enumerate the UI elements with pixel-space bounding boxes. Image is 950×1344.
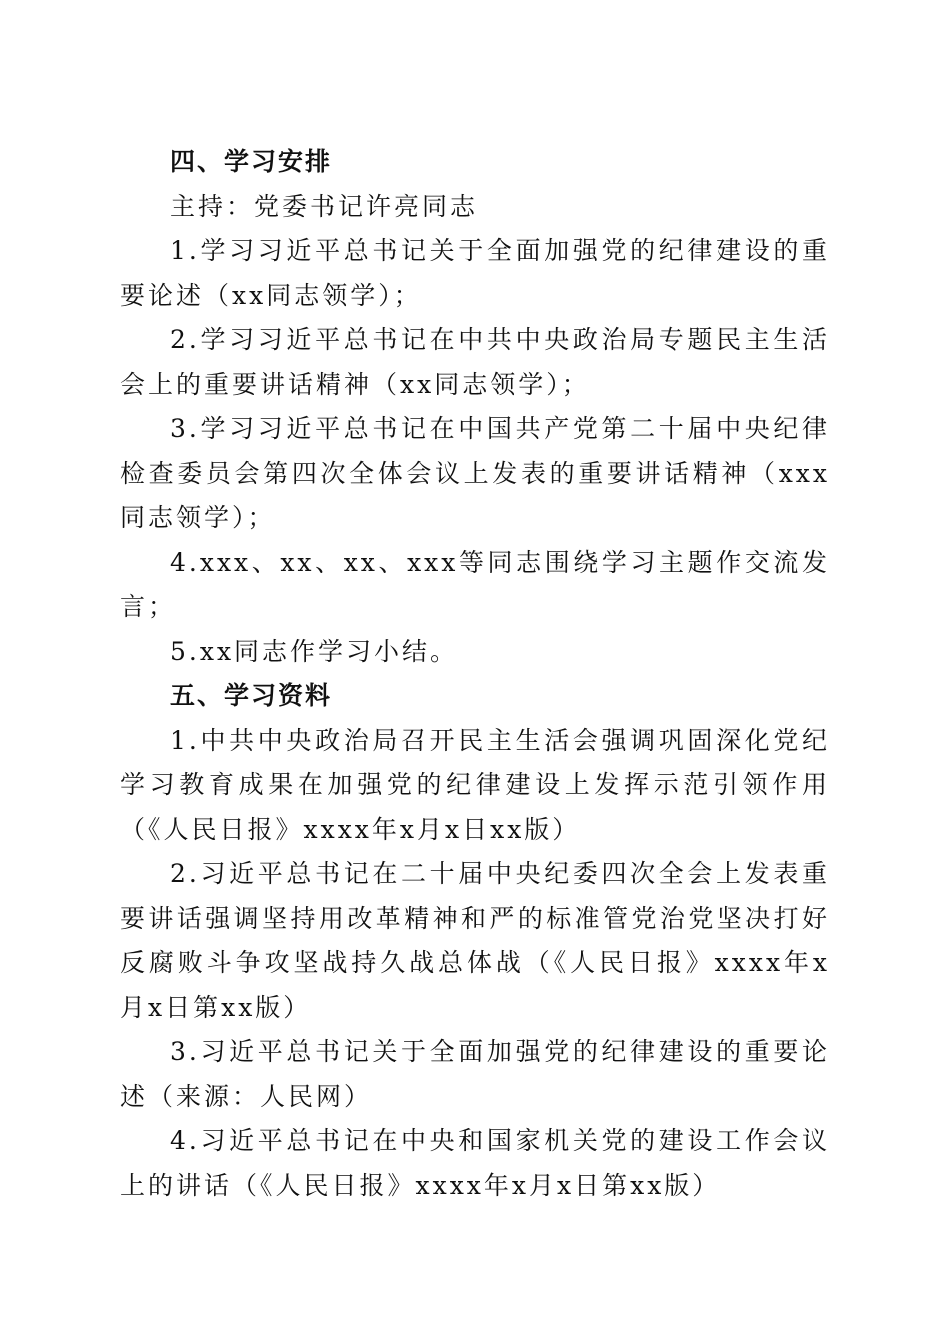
material-item-2: 2.习近平总书记在二十届中央纪委四次全会上发表重要讲话强调坚持用改革精神和严的标准管党治党坚决打好反腐败斗争攻坚战持久战总体战（《人民日报》xxxx年x月x日第xx版） [120, 859, 830, 1022]
material-item-3: 3.习近平总书记关于全面加强党的纪律建设的重要论述（来源：人民网） [120, 1037, 830, 1111]
arrangement-item-5: 5.xx同志作学习小结。 [170, 636, 459, 666]
section-heading-study-materials: 五、学习资料 [170, 681, 333, 710]
paragraph-host: 主持：党委书记许亮同志 [170, 191, 479, 221]
arrangement-item-2: 2.学习习近平总书记在中共中央政治局专题民主生活会上的重要讲话精神（xx同志领学）； [120, 325, 830, 399]
arrangement-item-4: 4.xxx、xx、xx、xxx等同志围绕学习主题作交流发言； [120, 547, 830, 621]
section-heading-study-arrangement: 四、学习安排 [170, 147, 333, 176]
arrangement-item-3: 3.学习习近平总书记在中国共产党第二十届中央纪律检查委员会第四次全体会议上发表的重要讲话精神（xxx同志领学）； [120, 414, 830, 532]
arrangement-item-1: 1.学习习近平总书记关于全面加强党的纪律建设的重要论述（xx同志领学）； [120, 236, 830, 310]
document-body [120, 140, 830, 1208]
material-item-1: 1.中共中央政治局召开民主生活会强调巩固深化党纪学习教育成果在加强党的纪律建设上发挥示范引领作用（《人民日报》xxxx年x月x日xx版） [120, 725, 830, 844]
material-item-4: 4.习近平总书记在中央和国家机关党的建设工作会议上的讲话（《人民日报》xxxx年x月x日第xx版） [120, 1126, 830, 1200]
